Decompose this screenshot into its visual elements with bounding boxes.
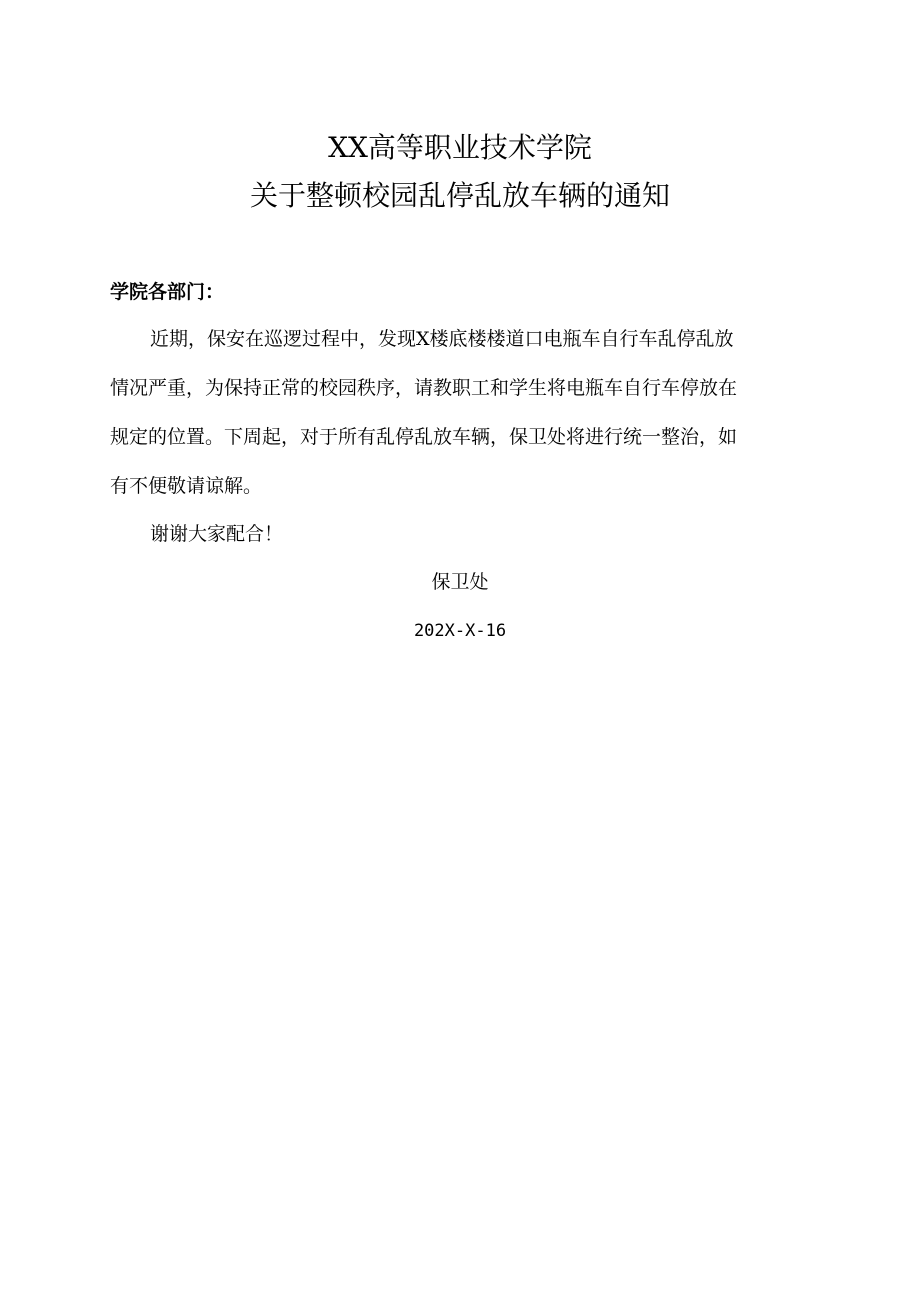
- body-paragraph-line-1: 近期，保安在巡逻过程中，发现X楼底楼楼道口电瓶车自行车乱停乱放: [150, 328, 734, 350]
- body-paragraph-line-4: 有不便敬请谅解。: [110, 475, 263, 497]
- closing-thanks: 谢谢大家配合！: [150, 523, 284, 545]
- body-paragraph-line-2: 情况严重，为保持正常的校园秩序，请教职工和学生将电瓶车自行车停放在: [110, 377, 738, 399]
- salutation: 学院各部门：: [110, 281, 225, 303]
- document-title-line-1: XX高等职业技术学院: [328, 131, 592, 164]
- body-paragraph-line-3: 规定的位置。下周起，对于所有乱停乱放车辆，保卫处将进行统一整治，如: [110, 426, 738, 448]
- document-title-line-2: 关于整顿校园乱停乱放车辆的通知: [249, 179, 670, 212]
- signature-department: 保卫处: [431, 571, 489, 593]
- signature-date: 202X-X-16: [413, 621, 507, 641]
